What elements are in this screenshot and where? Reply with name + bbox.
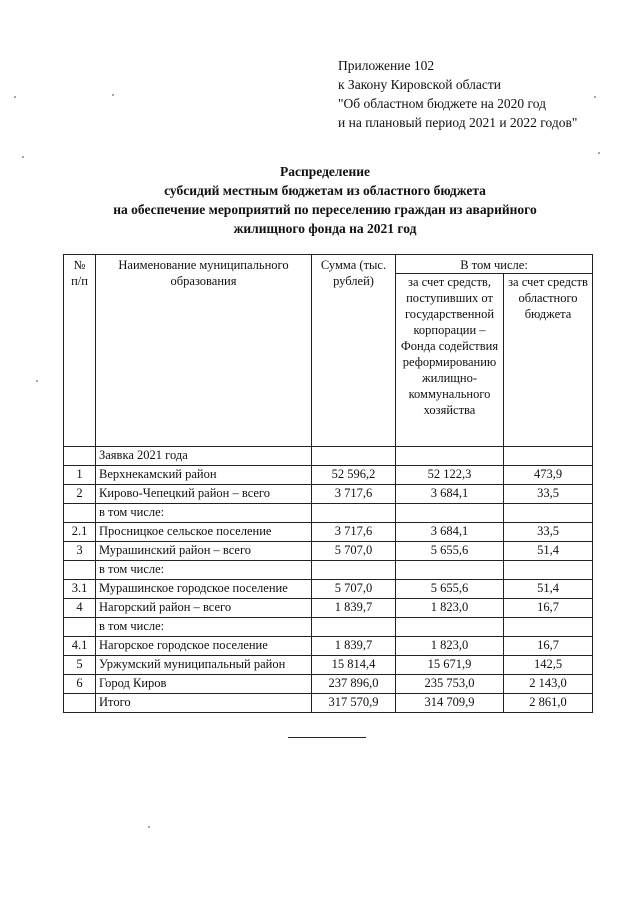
cell-fund: 15 671,9: [396, 656, 504, 675]
scan-speck: [594, 96, 596, 98]
table-row: [64, 523, 593, 542]
table-row: [64, 485, 593, 504]
cell-name: Кирово-Чепецкий район – всего: [96, 485, 312, 504]
table-row: [64, 599, 593, 618]
cell-name: Уржумский муниципальный район: [96, 656, 312, 675]
cell-sum: 3 717,6: [312, 485, 396, 504]
cell-name: Город Киров: [96, 675, 312, 694]
cell-num: 2: [64, 485, 96, 504]
cell-sum: [312, 618, 396, 637]
closing-separator: [288, 737, 366, 738]
table-row: [64, 580, 593, 599]
cell-name: в том числе:: [96, 561, 312, 580]
header-sum: Сумма (тыс. рублей): [312, 255, 396, 447]
cell-name: Просницкое сельское поселение: [96, 523, 312, 542]
cell-regional: 51,4: [504, 542, 593, 561]
cell-num: 3.1: [64, 580, 96, 599]
cell-regional: 16,7: [504, 599, 593, 618]
appendix-line: к Закону Кировской области: [338, 77, 502, 92]
appendix-block: [338, 56, 577, 132]
cell-fund: 235 753,0: [396, 675, 504, 694]
cell-regional: 142,5: [504, 656, 593, 675]
cell-name: Нагорское городское поселение: [96, 637, 312, 656]
table-row: [64, 561, 593, 580]
cell-sum: [312, 504, 396, 523]
cell-name: Верхнекамский район: [96, 466, 312, 485]
cell-fund: [396, 504, 504, 523]
cell-num: [64, 561, 96, 580]
cell-regional: [504, 561, 593, 580]
cell-fund: 5 655,6: [396, 580, 504, 599]
scan-speck: [148, 826, 150, 828]
table-row: [64, 656, 593, 675]
cell-name: Мурашинский район – всего: [96, 542, 312, 561]
scan-speck: [598, 152, 600, 154]
title-line: субсидий местным бюджетам из областного бюджета: [164, 183, 486, 198]
cell-fund: [396, 561, 504, 580]
header-num: № п/п: [64, 255, 96, 447]
header-regional: за счет средств областного бюджета: [504, 274, 593, 447]
cell-regional: 33,5: [504, 523, 593, 542]
appendix-line: Приложение 102: [338, 58, 435, 73]
cell-sum: 1 839,7: [312, 637, 396, 656]
cell-name: Мурашинское городское поселение: [96, 580, 312, 599]
cell-fund: 1 823,0: [396, 637, 504, 656]
table-row: [64, 504, 593, 523]
document-title: [60, 162, 590, 238]
cell-sum: 15 814,4: [312, 656, 396, 675]
cell-name: Итого: [96, 694, 312, 713]
cell-sum: 5 707,0: [312, 580, 396, 599]
table-row: [64, 542, 593, 561]
cell-sum: [312, 561, 396, 580]
scan-speck: [14, 96, 16, 98]
table-body: [64, 447, 593, 713]
cell-sum: 237 896,0: [312, 675, 396, 694]
cell-regional: 473,9: [504, 466, 593, 485]
table-row: [64, 675, 593, 694]
cell-num: 3: [64, 542, 96, 561]
cell-regional: [504, 504, 593, 523]
table-row: [64, 466, 593, 485]
cell-regional: 2 861,0: [504, 694, 593, 713]
cell-num: [64, 618, 96, 637]
cell-fund: 3 684,1: [396, 523, 504, 542]
cell-fund: [396, 618, 504, 637]
scan-speck: [22, 156, 24, 158]
cell-sum: 5 707,0: [312, 542, 396, 561]
cell-name: в том числе:: [96, 618, 312, 637]
title-line: жилищного фонда на 2021 год: [233, 221, 417, 236]
total-row: [64, 694, 593, 713]
cell-fund: 5 655,6: [396, 542, 504, 561]
subsidy-table: [63, 254, 593, 713]
title-line: на обеспечение мероприятий по переселению граждан из аварийного: [113, 202, 537, 217]
cell-sum: 1 839,7: [312, 599, 396, 618]
cell-num: 2.1: [64, 523, 96, 542]
cell-regional: 2 143,0: [504, 675, 593, 694]
cell-num: 1: [64, 466, 96, 485]
header-fund: за счет средств, поступивших от государственной корпорации – Фонда содействия реформированию жилищно-коммунального хозяйства: [396, 274, 504, 447]
cell-empty: [64, 447, 96, 466]
cell-empty: [312, 447, 396, 466]
cell-regional: [504, 618, 593, 637]
header-name: Наименование муниципального образования: [96, 255, 312, 447]
table-row: [64, 618, 593, 637]
cell-regional: 16,7: [504, 637, 593, 656]
cell-num: 4: [64, 599, 96, 618]
cell-fund: 1 823,0: [396, 599, 504, 618]
scan-speck: [112, 94, 114, 96]
cell-regional: 33,5: [504, 485, 593, 504]
section-label: Заявка 2021 года: [96, 447, 312, 466]
cell-sum: 317 570,9: [312, 694, 396, 713]
appendix-line: и на плановый период 2021 и 2022 годов": [338, 115, 578, 130]
cell-num: 5: [64, 656, 96, 675]
title-line: Распределение: [279, 164, 371, 179]
header-including: В том числе:: [396, 255, 593, 274]
table-row: [64, 637, 593, 656]
cell-name: Нагорский район – всего: [96, 599, 312, 618]
cell-fund: 3 684,1: [396, 485, 504, 504]
cell-fund: 52 122,3: [396, 466, 504, 485]
scan-speck: [36, 380, 38, 382]
cell-num: 4.1: [64, 637, 96, 656]
cell-empty: [396, 447, 504, 466]
cell-num: [64, 504, 96, 523]
cell-num: 6: [64, 675, 96, 694]
section-row: [64, 447, 593, 466]
appendix-line: "Об областном бюджете на 2020 год: [338, 96, 546, 111]
cell-name: в том числе:: [96, 504, 312, 523]
cell-empty: [504, 447, 593, 466]
cell-sum: 3 717,6: [312, 523, 396, 542]
cell-fund: 314 709,9: [396, 694, 504, 713]
cell-sum: 52 596,2: [312, 466, 396, 485]
cell-num: [64, 694, 96, 713]
cell-regional: 51,4: [504, 580, 593, 599]
